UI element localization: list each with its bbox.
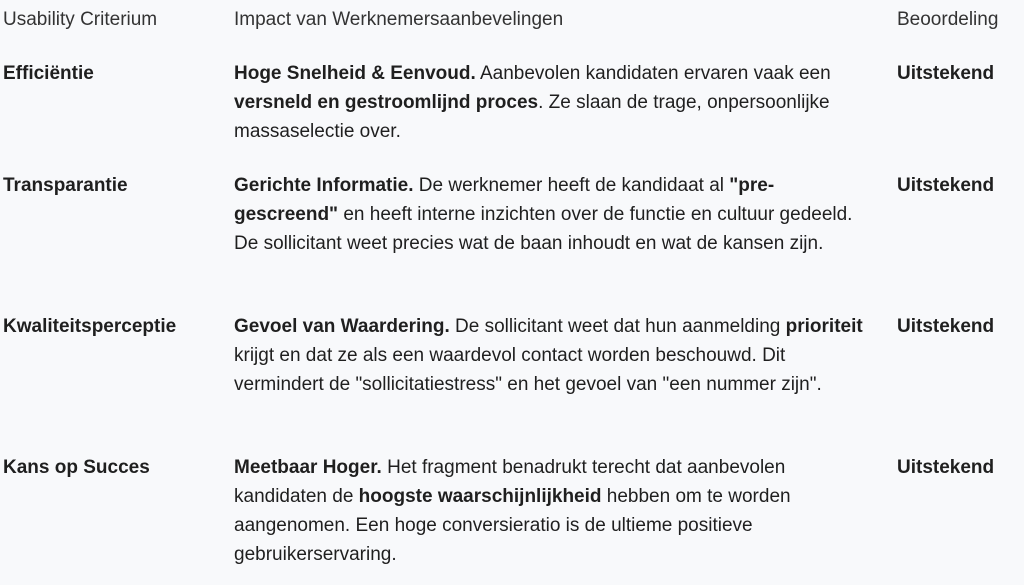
- impact-lead: Meetbaar Hoger.: [234, 457, 382, 478]
- impact-lead: Gevoel van Waardering.: [234, 316, 450, 337]
- header-beoordeling: Beoordeling: [897, 9, 999, 30]
- impact-text: . Ze slaan de trage, onpersoonlijke massaselectie over.: [234, 92, 830, 142]
- table-header: [0, 0, 1024, 44]
- score-cell: Uitstekend: [897, 63, 995, 84]
- criterium-cell: Kwaliteitsperceptie: [3, 316, 177, 337]
- impact-text: Aanbevolen kandidaten ervaren vaak een: [475, 63, 831, 84]
- impact-emphasis: hoogste waarschijnlijkheid: [358, 486, 602, 507]
- impact-cell: [234, 171, 874, 258]
- impact-text: De sollicitant weet dat hun aanmelding: [449, 316, 786, 337]
- impact-cell: [234, 453, 874, 569]
- impact-emphasis: versneld en gestroomlijnd proces: [234, 92, 539, 113]
- impact-text: De werknemer heeft de kandidaat al: [413, 175, 730, 196]
- impact-emphasis: "pre-gescreend": [234, 175, 775, 225]
- impact-text: en heeft interne inzichten over de functie en cultuur gedeeld. De sollicitant weet precies wat de baan inhoudt en wat de kansen zijn.: [234, 204, 853, 254]
- impact-text: krijgt en dat ze als een waardevol contact worden beschouwd. Dit vermindert de "sollicitatiestress" en het gevoel van "een nummer zijn".: [234, 345, 822, 395]
- score-cell: Uitstekend: [897, 316, 995, 337]
- impact-lead: Gerichte Informatie.: [234, 175, 414, 196]
- criterium-cell: Efficiëntie: [3, 63, 94, 84]
- impact-cell: [234, 312, 874, 399]
- criterium-cell: Kans op Succes: [3, 457, 150, 478]
- score-cell: Uitstekend: [897, 175, 995, 196]
- criterium-cell: Transparantie: [3, 175, 128, 196]
- score-cell: Uitstekend: [897, 457, 995, 478]
- impact-text: Het fragment benadrukt terecht dat aanbevolen kandidaten de: [234, 457, 786, 507]
- impact-cell: [234, 59, 874, 146]
- impact-lead: Hoge Snelheid & Eenvoud.: [234, 63, 476, 84]
- impact-emphasis: prioriteit: [785, 316, 863, 337]
- header-impact: Impact van Werknemersaanbevelingen: [234, 9, 564, 30]
- header-criterium: Usability Criterium: [3, 9, 158, 30]
- impact-text: hebben om te worden aangenomen. Een hoge conversieratio is de ultieme positieve gebruikerservaring.: [234, 486, 791, 565]
